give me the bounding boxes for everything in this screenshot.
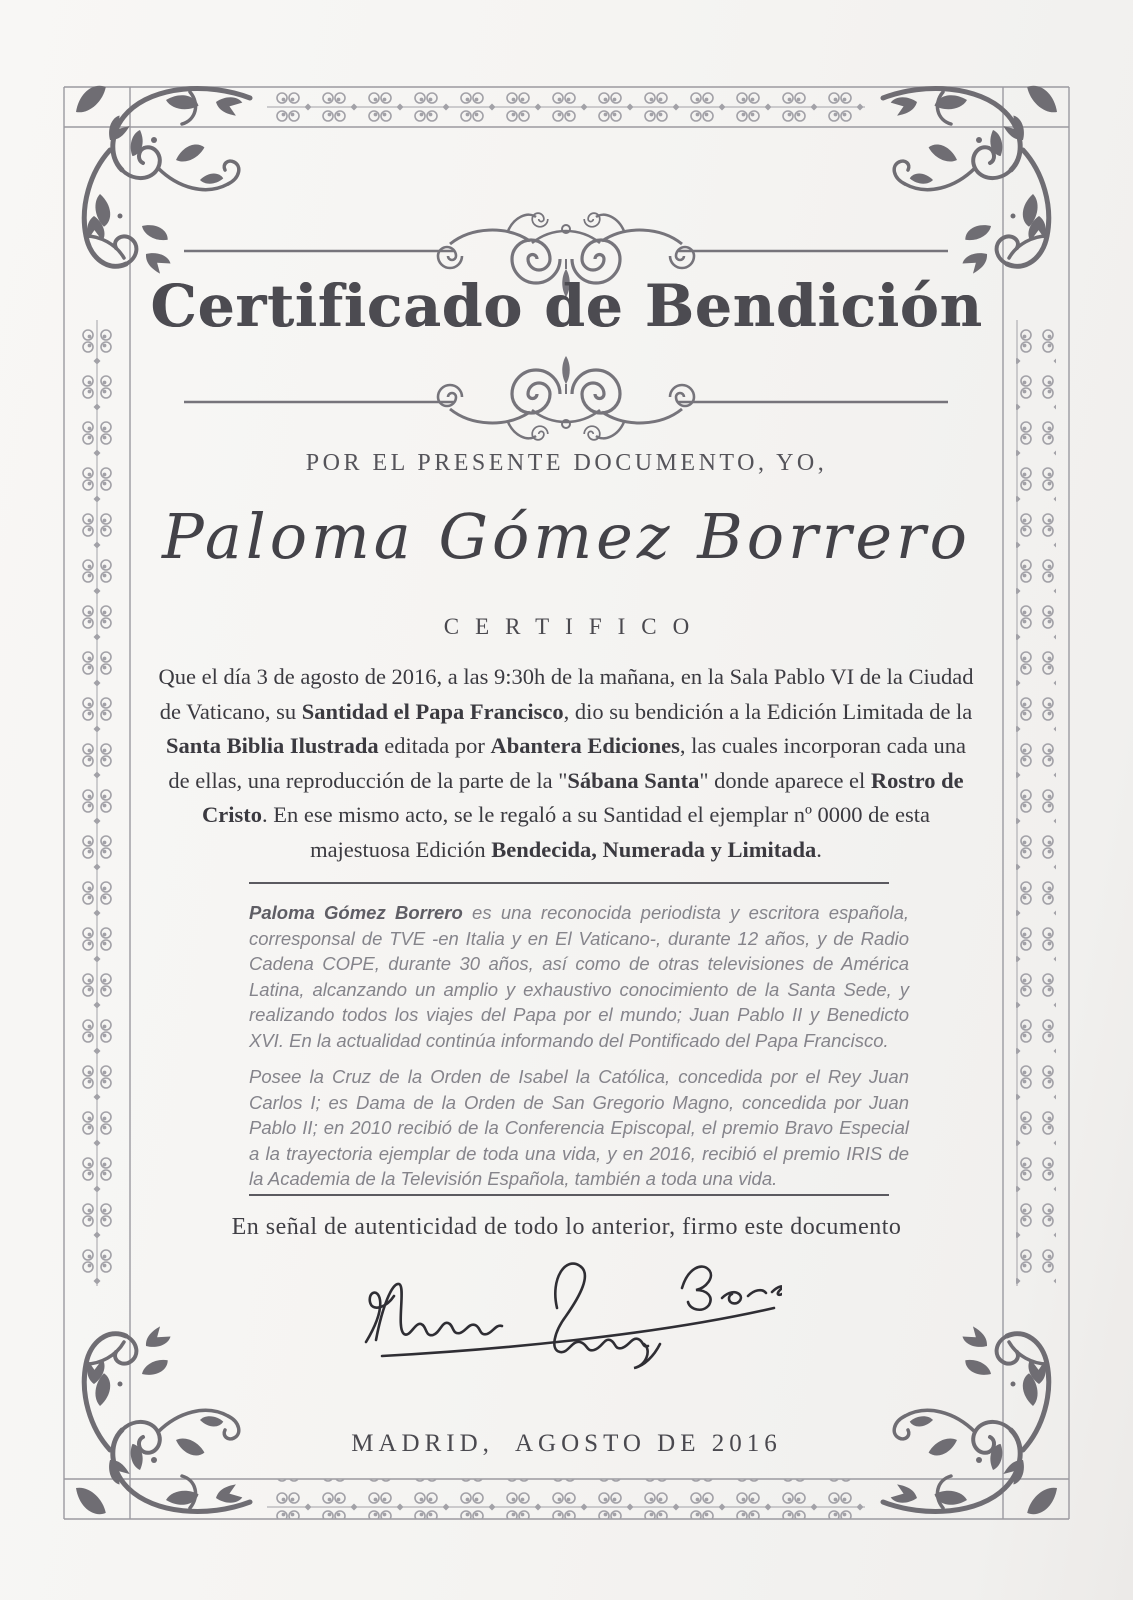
separator-rule-top — [249, 882, 889, 884]
separator-rule-bottom — [249, 1194, 889, 1196]
attestation-line: En señal de autenticidad de todo lo anterior, firmo este documento — [231, 1214, 902, 1240]
main-paragraph: Que el día 3 de agosto de 2016, a las 9:30h de la mañana, en la Sala Pablo VI de la Ciudad de Vaticano, su Santidad el Papa Francisco, dio su bendición a la Edición Limitada de la Santa Biblia Ilustrada editada por Abantera Ediciones, las cuales incorporan cada una de ellas, una reproducción de la parte de la "Sábana Santa" donde aparece el Rostro de Cristo. En ese mismo acto, se le regaló a su Santidad el ejemplar nº 0000 de esta majestuosa Edición Bendecida, Numerada y Limitada. — [158, 664, 974, 862]
signature-handwriting-icon — [352, 1244, 782, 1384]
bio-paragraph-2: Posee la Cruz de la Orden de Isabel la Católica, concedida por el Rey Juan Carlos I; es Dama de la Orden de San Gregorio Magno, concedida por Juan Pablo II; en 2010 recibió de la Conferencia Episcopal, el premio Bravo Especial a la trayectoria ejemplar de toda una vida, y en 2016, recibió el premio IRIS de la Academia de la Televisión Española, también a toda una vida. — [249, 1066, 909, 1189]
place-date-line: MADRID, AGOSTO DE 2016 — [351, 1430, 782, 1457]
intro-line: POR EL PRESENTE DOCUMENTO, YO, — [305, 450, 828, 476]
bio-paragraph-1: Paloma Gómez Borrero es una reconocida periodista y escritora española, corresponsal de TVE -en Italia y en El Vaticano-, durante 12 años, y de Radio Cadena COPE, durante 30 años, así como de otras televisiones de América Latina, alcanzando un amplio y exhaustivo conocimiento de la Santa Sede, y realizando todos los viajes del Papa por el mundo; Juan Pablo II y Benedicto XVI. En la actualidad continúa informando del Pontificado del Papa Francisco. — [249, 902, 909, 1051]
certifier-name: Paloma Gómez Borrero — [161, 500, 972, 573]
certificate-title: Certificado de Bendición — [150, 272, 983, 340]
certify-word: CERTIFICO — [443, 614, 706, 639]
